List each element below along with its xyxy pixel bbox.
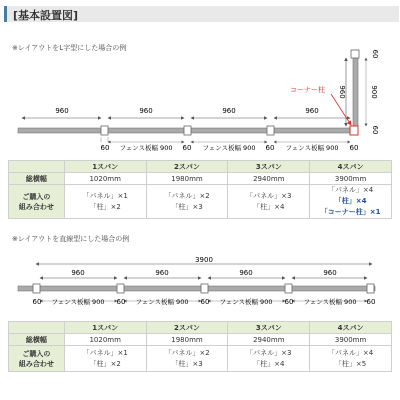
combo-item: 「パネル」×1 — [82, 348, 128, 357]
s-post-label: 60 — [200, 298, 210, 306]
spec-table-straight — [8, 321, 392, 372]
combo-item: 「柱」×2 — [89, 202, 121, 211]
table-header-cell: 2スパン — [146, 161, 228, 173]
spec-table-l-shape — [8, 160, 392, 219]
combo-item: 「パネル」×2 — [164, 348, 210, 357]
corner-post-label: コーナー柱 — [290, 86, 325, 94]
combo-label-line: ご購入の — [22, 349, 51, 358]
table-header-cell: 4スパン — [310, 322, 392, 334]
combo-item: 「パネル」×3 — [246, 348, 292, 357]
table-header-cell: 3スパン — [228, 322, 310, 334]
l-top-post — [351, 50, 359, 58]
l-bottom-post-label: 60 — [371, 125, 379, 135]
combo-item: 「柱」×3 — [171, 202, 203, 211]
table-header-cell: 4スパン — [310, 161, 392, 173]
s-panel-label: フェンス板幅 900 — [219, 298, 273, 306]
l-span-label: 960 — [305, 107, 319, 115]
combo-item-highlight: 「柱」×4 — [334, 197, 367, 205]
l-top-post-label: 60 — [371, 49, 379, 59]
s-post-label: 60 — [32, 298, 42, 306]
combo-item-highlight: 「コーナー柱」×1 — [320, 208, 381, 216]
s-panel-label: フェンス板幅 900 — [135, 298, 189, 306]
width-value: 3900mm — [310, 334, 392, 346]
table-header-cell — [9, 322, 65, 334]
l-vertical-span-label: 960 — [338, 85, 346, 99]
l-vertical-panel-label: 900 — [370, 85, 378, 99]
combo-item: 「パネル」×4 — [327, 186, 374, 194]
s-panel-label: フェンス板幅 900 — [51, 298, 105, 306]
combo-cell — [64, 346, 146, 372]
s-panel-label: フェンス板幅 900 — [303, 298, 357, 306]
l-corner-post — [350, 126, 358, 135]
table-header-cell: 1スパン — [64, 322, 146, 334]
l-panel-label: フェンス板幅 900 — [202, 144, 256, 152]
width-value: 2940mm — [228, 173, 310, 185]
table-header-cell: 2スパン — [146, 322, 228, 334]
s-span-label: 960 — [323, 269, 337, 277]
combo-item: 「パネル」×1 — [82, 191, 128, 200]
l-post — [101, 126, 108, 135]
combo-row-label — [9, 185, 65, 219]
combo-cell — [228, 346, 310, 372]
combo-label-line: ご購入の — [22, 192, 51, 201]
s-span-label: 960 — [71, 269, 85, 277]
width-value: 1980mm — [146, 334, 228, 346]
combo-row-label — [9, 346, 65, 372]
l-panel-label: フェンス板幅 900 — [285, 144, 339, 152]
combo-label-line: 組み合わせ — [18, 359, 54, 368]
combo-item: 「パネル」×4 — [327, 348, 374, 357]
s-post — [367, 284, 374, 293]
l-span-label: 960 — [55, 107, 69, 115]
width-value: 2940mm — [228, 334, 310, 346]
width-value: 1020mm — [64, 173, 146, 185]
s-total-label: 3900 — [195, 256, 213, 264]
combo-item: 「柱」×5 — [334, 359, 367, 368]
straight-fence-bar — [18, 286, 375, 291]
s-span-label: 960 — [239, 269, 253, 277]
combo-item: 「柱」×2 — [89, 359, 121, 368]
s-post — [201, 284, 208, 293]
s-post-label: 60 — [284, 298, 294, 306]
width-row-label: 総横幅 — [9, 334, 65, 346]
combo-item: 「柱」×3 — [171, 359, 203, 368]
combo-cell — [228, 185, 310, 219]
l-post-label: 60 — [100, 144, 110, 152]
table-header-cell: 1スパン — [64, 161, 146, 173]
combo-cell — [146, 185, 228, 219]
l-post-label: 60 — [265, 144, 275, 152]
s-post — [33, 284, 40, 293]
combo-label-line: 組み合わせ — [18, 202, 54, 211]
combo-cell — [146, 346, 228, 372]
combo-item: 「柱」×4 — [253, 359, 285, 368]
combo-item: 「パネル」×3 — [246, 191, 292, 200]
combo-cell — [64, 185, 146, 219]
table-header-cell: 3スパン — [228, 161, 310, 173]
combo-cell — [310, 185, 392, 219]
section-title: [基本設置図] — [13, 9, 79, 22]
s-span-label: 960 — [155, 269, 169, 277]
layout1-note: ※レイアウトをL字型にした場合の例 — [12, 44, 127, 52]
l-post — [184, 126, 191, 135]
s-post-label: 60 — [366, 298, 376, 306]
l-span-label: 960 — [222, 107, 236, 115]
s-post — [285, 284, 292, 293]
combo-item: 「パネル」×2 — [164, 191, 210, 200]
combo-cell — [310, 346, 392, 372]
l-span-label: 960 — [139, 107, 153, 115]
s-post-label: 60 — [116, 298, 126, 306]
width-value: 3900mm — [310, 173, 392, 185]
layout2-note: ※レイアウトを直線型にした場合の例 — [12, 235, 130, 243]
l-post — [267, 126, 274, 135]
l-post-label: 60 — [182, 144, 192, 152]
width-row-label: 総横幅 — [9, 173, 65, 185]
l-panel-label: フェンス板幅 900 — [119, 144, 173, 152]
l-post-label: 60 — [349, 144, 359, 152]
l-vertical-fence-bar — [353, 50, 358, 133]
width-value: 1020mm — [64, 334, 146, 346]
width-value: 1980mm — [146, 173, 228, 185]
table-header-cell — [9, 161, 65, 173]
s-post — [117, 284, 124, 293]
combo-item: 「柱」×4 — [253, 202, 285, 211]
